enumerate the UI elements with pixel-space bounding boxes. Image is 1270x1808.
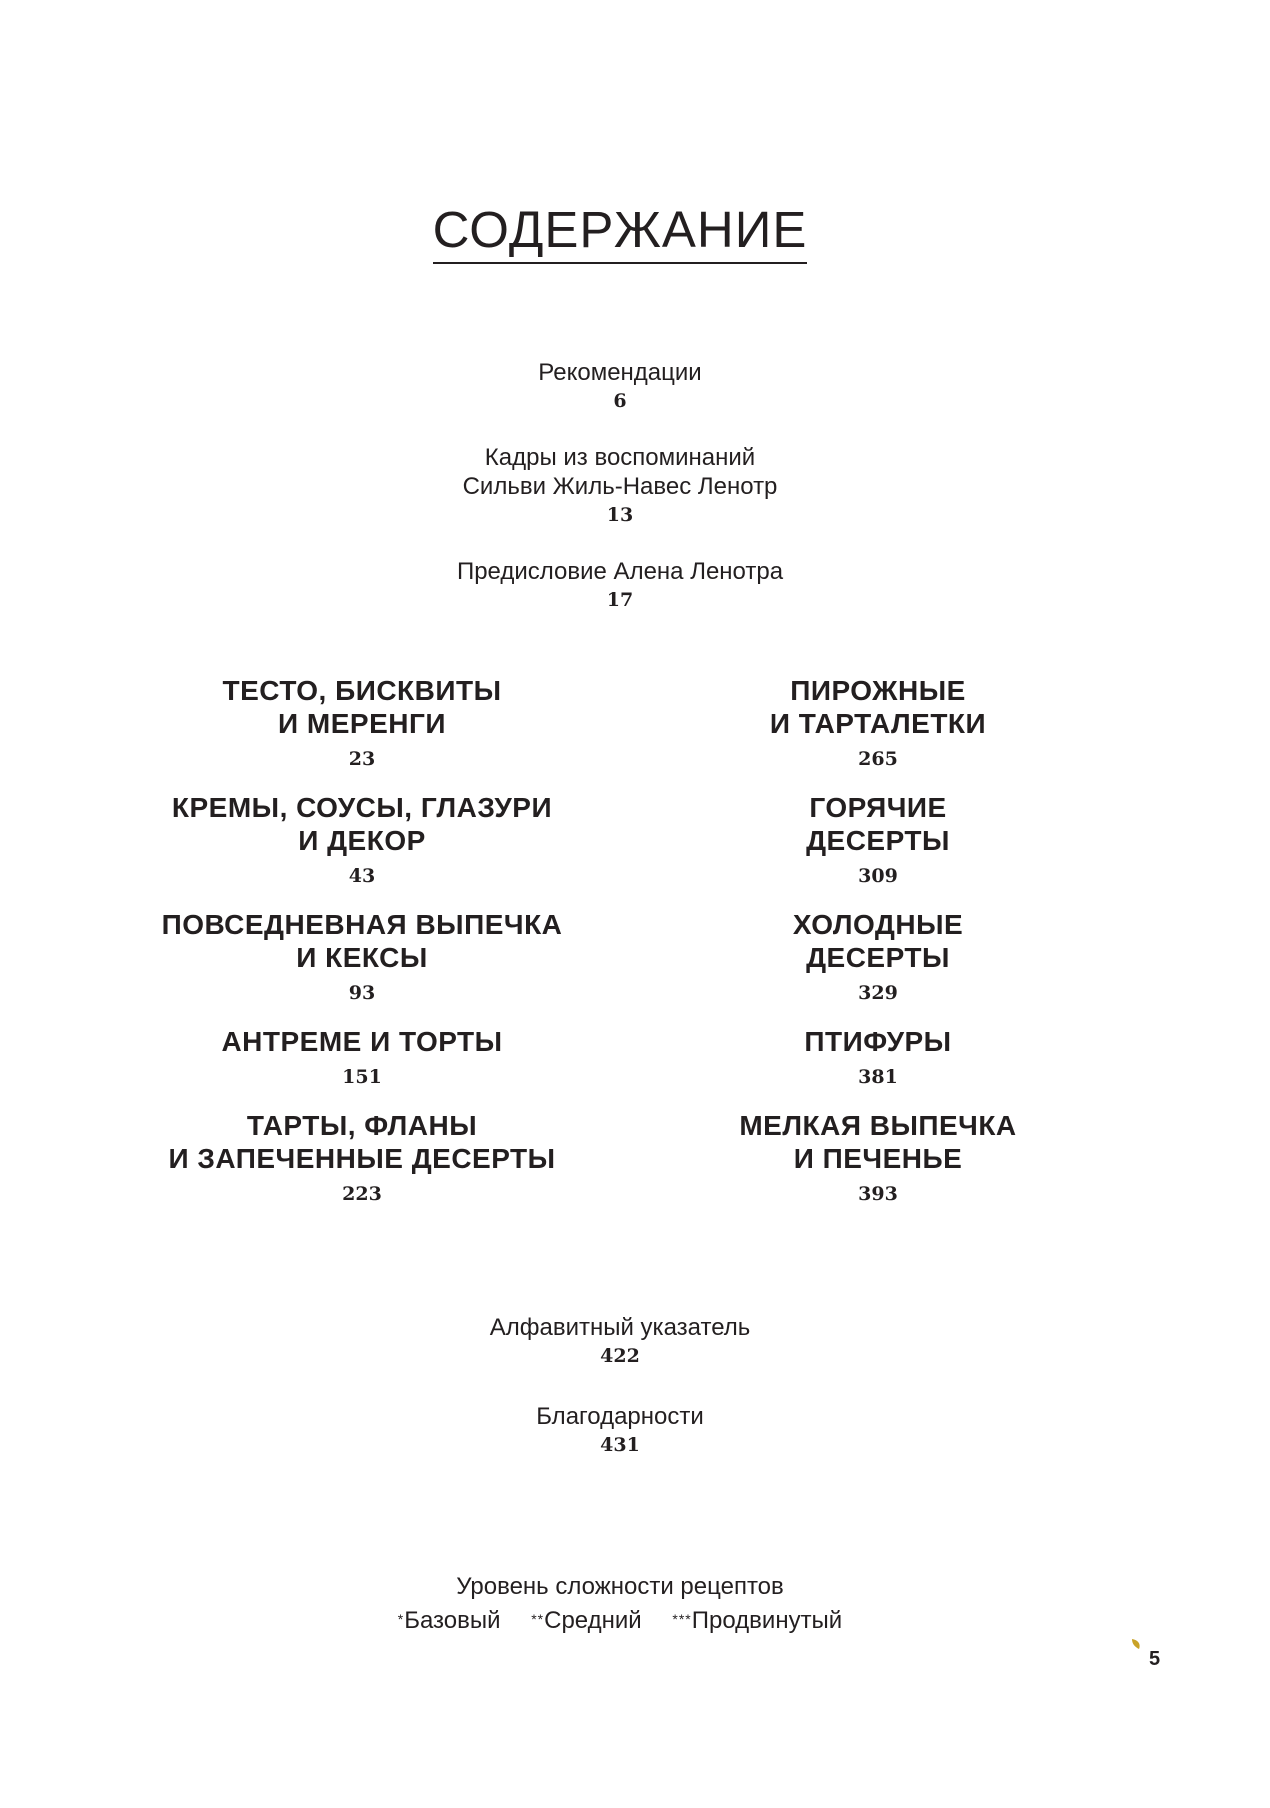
- chapter-page: 43: [348, 865, 376, 887]
- chapter-page: 265: [858, 748, 898, 770]
- toc-entry-title: Рекомендации: [538, 359, 702, 386]
- legend-heading: Уровень сложности рецептов: [456, 1573, 784, 1600]
- toc-entry[interactable]: [0, 443, 1240, 527]
- difficulty-legend: [0, 1571, 1240, 1637]
- toc-entry[interactable]: [0, 1313, 1240, 1368]
- chapter-title: АНТРЕМЕ И ТОРТЫ: [221, 1026, 503, 1057]
- toc-entry-page: 431: [600, 1434, 640, 1456]
- chapter-title: КРЕМЫ, СОУСЫ, ГЛАЗУРИ И ДЕКОР: [171, 792, 553, 856]
- leaf-icon: [1131, 1638, 1141, 1650]
- chapter-page: 381: [858, 1066, 898, 1088]
- chapter-entry[interactable]: [628, 1025, 1128, 1089]
- legend-level: [672, 1603, 842, 1637]
- chapter-column-left: [112, 674, 612, 1226]
- chapter-title: ТАРТЫ, ФЛАНЫ И ЗАПЕЧЕННЫЕ ДЕСЕРТЫ: [168, 1110, 556, 1174]
- toc-entry-title: Кадры из воспоминаний Сильви Жиль-Навес Ленотр: [462, 444, 778, 500]
- chapter-page: 223: [342, 1183, 382, 1205]
- chapter-entry[interactable]: [112, 791, 612, 888]
- chapter-entry[interactable]: [112, 908, 612, 1005]
- chapter-title: ТЕСТО, БИСКВИТЫ И МЕРЕНГИ: [222, 675, 502, 739]
- chapter-page: 93: [348, 982, 376, 1004]
- chapter-column-right: [628, 674, 1128, 1226]
- front-matter-list: [0, 358, 1240, 642]
- legend-level: [531, 1603, 641, 1637]
- legend-level-label: Продвинутый: [691, 1607, 843, 1634]
- chapter-title: ПИРОЖНЫЕ И ТАРТАЛЕТКИ: [769, 675, 987, 739]
- chapter-entry[interactable]: [628, 674, 1128, 771]
- star-icon: *: [397, 1611, 405, 1627]
- legend-levels: [0, 1603, 1240, 1637]
- toc-entry[interactable]: [0, 557, 1240, 612]
- chapter-entry[interactable]: [112, 1109, 612, 1206]
- toc-entry-title: Предисловие Алена Ленотра: [456, 558, 784, 585]
- star-icon: **: [531, 1611, 545, 1627]
- legend-level: [398, 1603, 501, 1637]
- star-icon: ***: [672, 1611, 692, 1627]
- toc-entry-title: Алфавитный указатель: [489, 1314, 751, 1341]
- page-title-text: СОДЕРЖАНИЕ: [433, 202, 808, 264]
- chapter-title: ПТИФУРЫ: [804, 1026, 952, 1057]
- toc-entry-page: 6: [613, 390, 627, 412]
- chapter-entry[interactable]: [628, 791, 1128, 888]
- chapter-page: 329: [858, 982, 898, 1004]
- toc-entry-page: 13: [606, 504, 634, 526]
- back-matter-list: [0, 1313, 1240, 1491]
- chapter-title: ПОВСЕДНЕВНАЯ ВЫПЕЧКА И КЕКСЫ: [161, 909, 563, 973]
- toc-entry[interactable]: [0, 358, 1240, 413]
- chapter-page: 309: [858, 865, 898, 887]
- chapter-page: 151: [342, 1066, 382, 1088]
- toc-entry-page: 17: [606, 589, 634, 611]
- legend-level-label: Базовый: [404, 1607, 501, 1634]
- chapter-entry[interactable]: [112, 1025, 612, 1089]
- legend-level-label: Средний: [544, 1607, 642, 1634]
- toc-entry-page: 422: [600, 1345, 640, 1367]
- toc-entry[interactable]: [0, 1402, 1240, 1457]
- chapter-title: ГОРЯЧИЕ ДЕСЕРТЫ: [806, 792, 950, 856]
- chapter-page: 23: [348, 748, 376, 770]
- page-number: 5: [1149, 1648, 1161, 1670]
- chapter-entry[interactable]: [628, 1109, 1128, 1206]
- chapter-page: 393: [858, 1183, 898, 1205]
- chapter-title: МЕЛКАЯ ВЫПЕЧКА И ПЕЧЕНЬЕ: [739, 1110, 1017, 1174]
- toc-entry-title: Благодарности: [536, 1403, 704, 1430]
- page-title: [0, 200, 1240, 264]
- chapter-entry[interactable]: [628, 908, 1128, 1005]
- chapter-entry[interactable]: [112, 674, 612, 771]
- chapter-title: ХОЛОДНЫЕ ДЕСЕРТЫ: [792, 909, 964, 973]
